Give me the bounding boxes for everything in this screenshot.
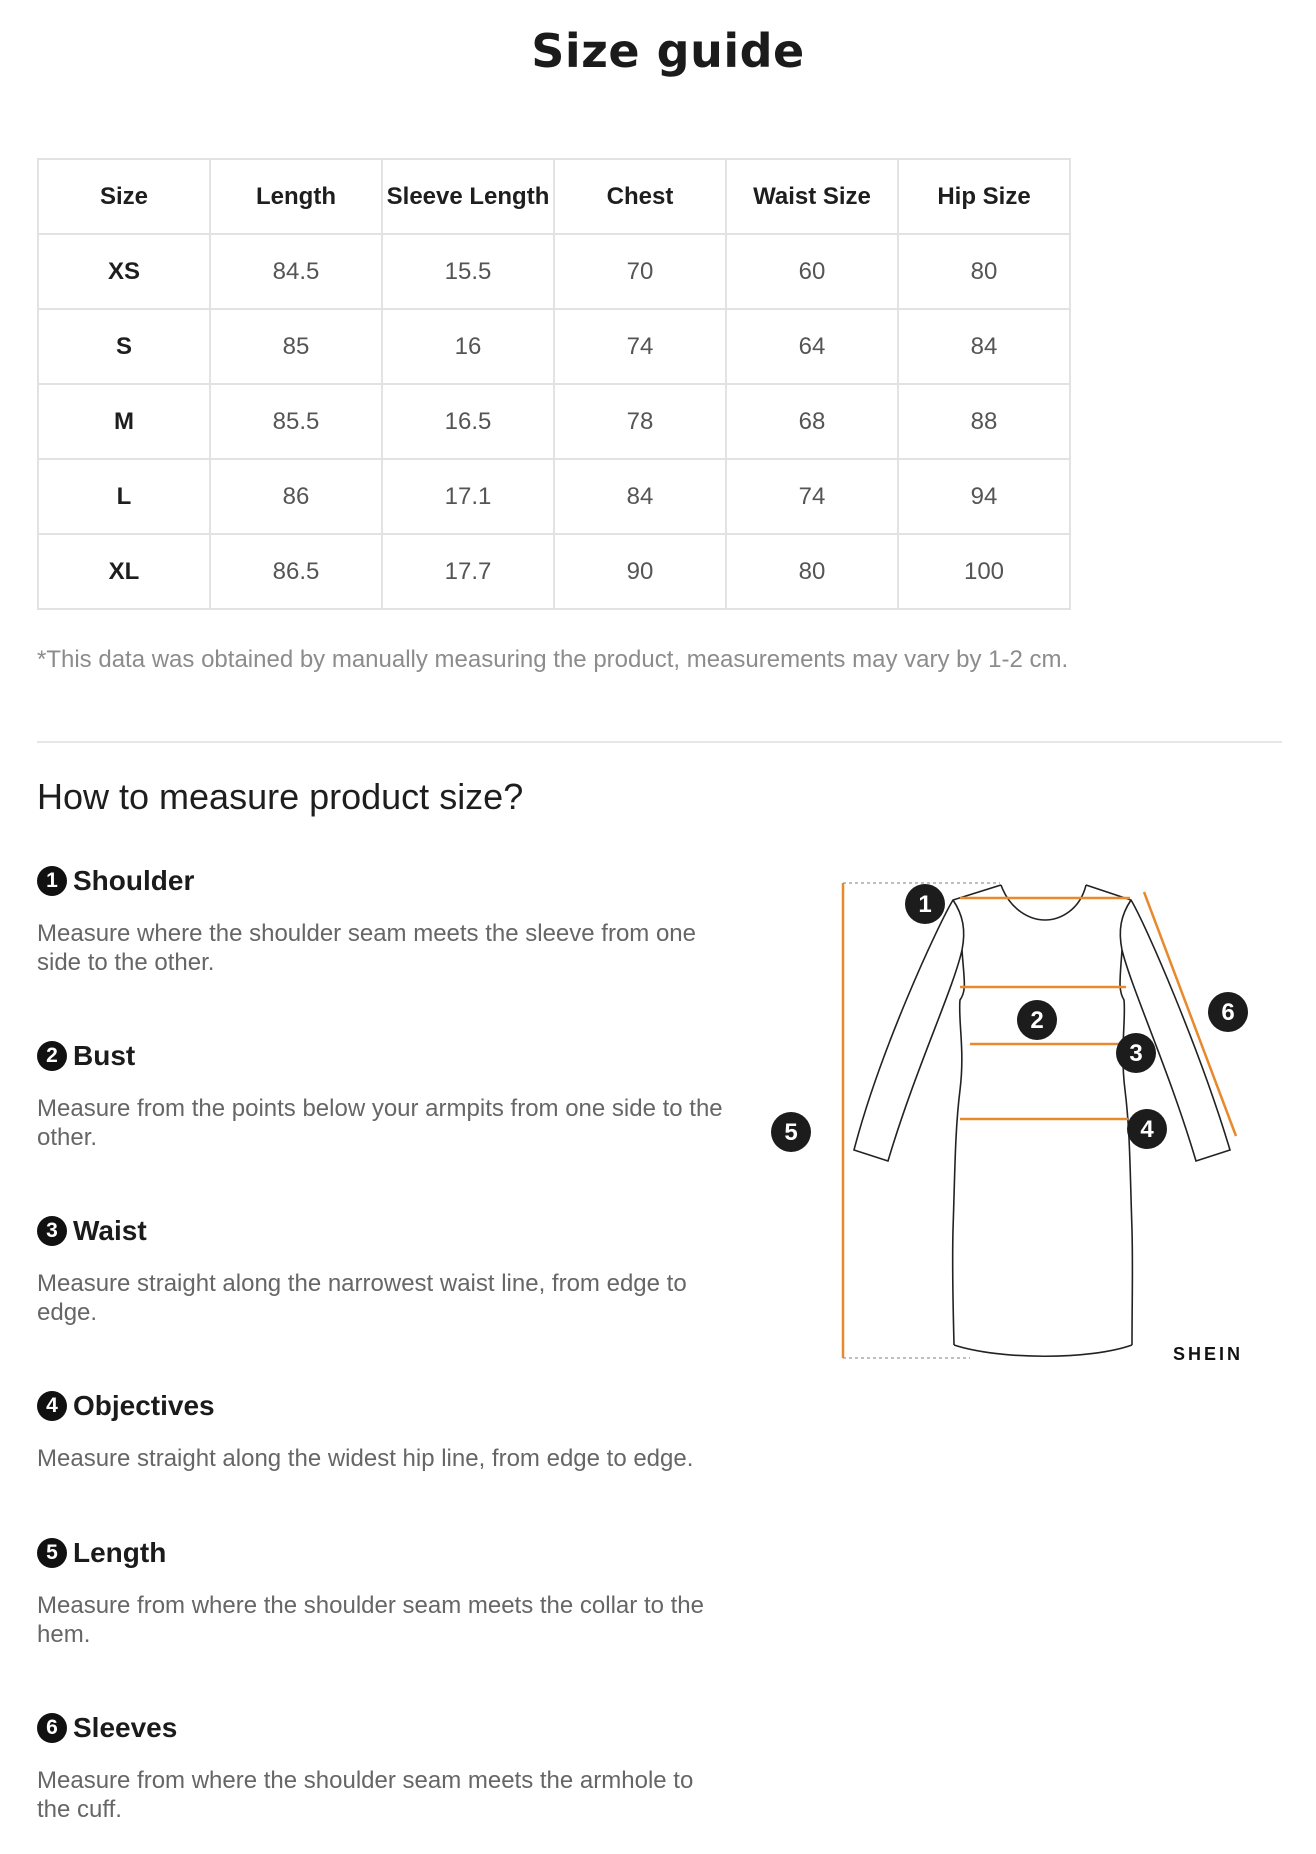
brand-logo: SHEIN [1172,1344,1244,1364]
header-hip-size: Hip Size [898,159,1070,234]
item-title: Length [73,1537,167,1568]
waist-size-cell: 64 [726,309,898,384]
page-title: Size guide [531,24,805,78]
section-divider [37,741,1282,743]
length-cell: 86.5 [210,534,382,609]
number-3-badge-icon: 3 [37,1216,67,1246]
item-title: Waist [73,1215,147,1246]
item-description: Measure from where the shoulder seam meets the armhole to the cuff. [37,1767,694,1823]
item-description: Measure straight along the widest hip line, from edge to edge. [37,1445,694,1472]
number-2-badge-icon: 2 [37,1041,67,1071]
size-cell: M [38,384,210,459]
measurement-note: *This data was obtained by manually measuring the product, measurements may vary by 1-2 cm. [37,646,1069,673]
measure-item-waist [37,1211,727,1327]
header-waist-size: Waist Size [726,159,898,234]
howto-heading: How to measure product size? [37,776,524,817]
waist-size-cell: 80 [726,534,898,609]
waist-size-cell: 60 [726,234,898,309]
dress-outline-icon [854,885,1230,1356]
number-6-badge-icon: 6 [37,1713,67,1743]
length-cell: 85.5 [210,384,382,459]
item-title: Sleeves [73,1712,178,1743]
marker-4-icon [1127,1109,1167,1149]
size-cell: XS [38,234,210,309]
sleeve-length-cell: 16 [382,309,554,384]
item-title: Shoulder [73,865,195,896]
reference-dashes [843,883,1000,1358]
hip-size-cell: 94 [898,459,1070,534]
chest-cell: 74 [554,309,726,384]
chest-cell: 90 [554,534,726,609]
svg-text:3: 3 [1129,1040,1143,1067]
marker-6-icon [1208,992,1248,1032]
marker-2-icon [1017,1000,1057,1040]
item-description: Measure where the shoulder seam meets the sleeve from one side to the other. [37,920,697,976]
length-cell: 84.5 [210,234,382,309]
item-title: Bust [73,1040,136,1071]
measure-item-length [37,1533,727,1649]
chest-cell: 84 [554,459,726,534]
sleeve-length-cell: 17.1 [382,459,554,534]
sleeve-length-cell: 15.5 [382,234,554,309]
measure-item-bust [37,1036,727,1152]
table-row [38,234,1070,309]
measure-item-sleeves [37,1708,727,1824]
hip-size-cell: 80 [898,234,1070,309]
number-5-badge-icon: 5 [37,1538,67,1568]
length-cell: 85 [210,309,382,384]
table-row [38,309,1070,384]
sleeve-length-cell: 16.5 [382,384,554,459]
header-size: Size [38,159,210,234]
marker-3-icon [1116,1033,1156,1073]
item-description: Measure straight along the narrowest waist line, from edge to edge. [37,1270,687,1326]
svg-text:2: 2 [1030,1007,1044,1034]
item-title: Objectives [73,1390,215,1421]
waist-size-cell: 74 [726,459,898,534]
hip-size-cell: 88 [898,384,1070,459]
chest-cell: 78 [554,384,726,459]
hip-size-cell: 100 [898,534,1070,609]
size-cell: S [38,309,210,384]
svg-text:6: 6 [1221,999,1235,1026]
size-table [37,158,1071,610]
waist-size-cell: 68 [726,384,898,459]
marker-5-icon [771,1112,811,1152]
table-row [38,459,1070,534]
sleeve-length-cell: 17.7 [382,534,554,609]
svg-text:1: 1 [918,891,932,918]
svg-text:4: 4 [1140,1116,1154,1143]
item-description: Measure from the points below your armpits from one side to the other. [37,1095,723,1151]
table-header-row [38,159,1070,234]
table-row [38,384,1070,459]
header-sleeve-length: Sleeve Length [382,159,554,234]
size-cell: XL [38,534,210,609]
dress-measurement-diagram [770,870,1250,1370]
measure-item-shoulder [37,861,727,977]
table-row [38,534,1070,609]
measurement-lines [843,883,1236,1358]
header-chest: Chest [554,159,726,234]
measure-item-objectives [37,1386,727,1473]
svg-text:5: 5 [784,1119,798,1146]
hip-size-cell: 84 [898,309,1070,384]
number-1-badge-icon: 1 [37,866,67,896]
length-cell: 86 [210,459,382,534]
item-description: Measure from where the shoulder seam meets the collar to the hem. [37,1592,704,1648]
header-length: Length [210,159,382,234]
size-cell: L [38,459,210,534]
marker-1-icon [905,884,945,924]
chest-cell: 70 [554,234,726,309]
number-4-badge-icon: 4 [37,1391,67,1421]
